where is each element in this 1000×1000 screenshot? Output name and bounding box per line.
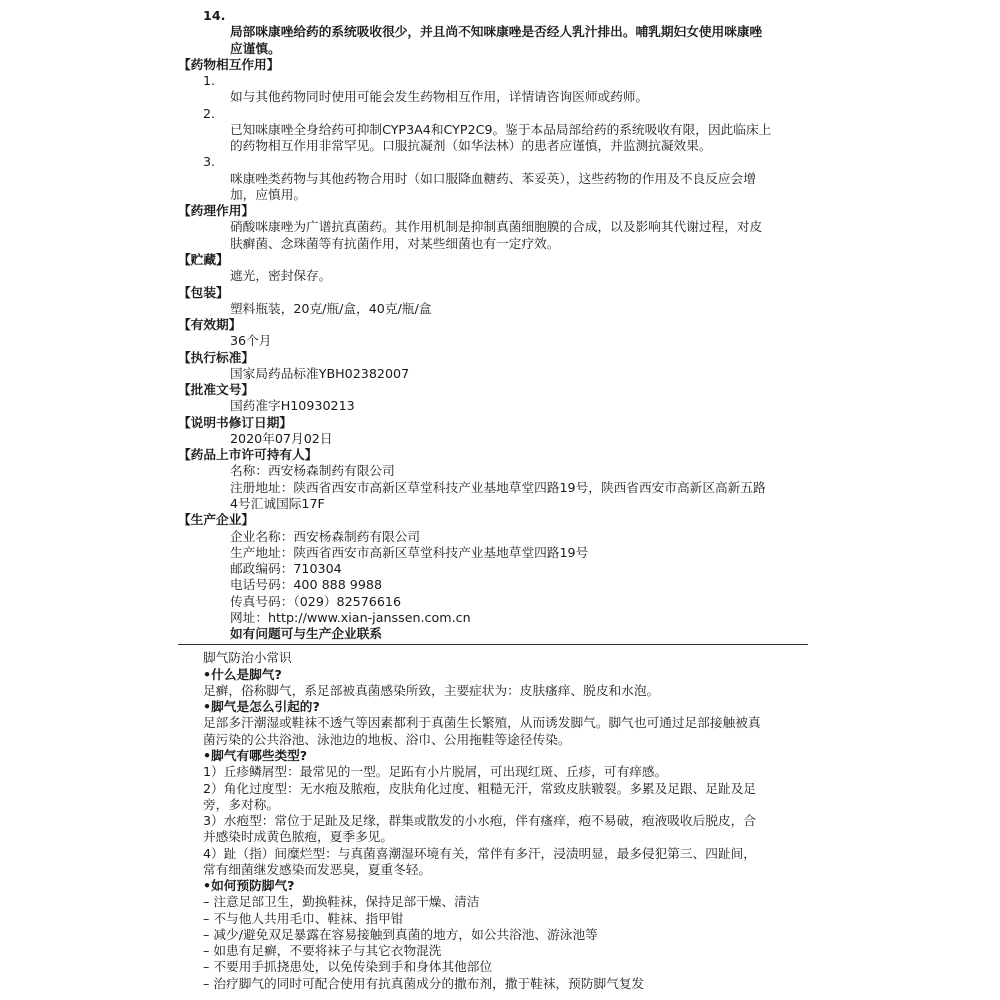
interaction-1-text: 如与其他药物同时使用可能会发生药物相互作用，详情请咨询医师或药师。 [230, 89, 649, 105]
interaction-2-text-line-2: 的药物相互作用非常罕见。口服抗凝剂（如华法林）的患者应谨慎，并监测抗凝效果。 [230, 138, 712, 154]
prevention-item-6: – 治疗脚气的同时可配合使用有抗真菌成分的撒布剂，撒于鞋袜，预防脚气复发 [203, 975, 645, 991]
item-14-text-line-2: 应谨慎。 [230, 40, 281, 56]
interaction-3-text-line-2: 加，应慎用。 [230, 186, 307, 202]
interactions-heading: 【药物相互作用】 [178, 56, 280, 72]
storage-text: 遮光，密封保存。 [230, 268, 332, 284]
interaction-3-number: 3. [203, 154, 216, 170]
prevention-item-4: – 如患有足癣，不要将袜子与其它衣物混洗 [203, 943, 442, 959]
tips-question-4: •如何预防脚气? [203, 878, 295, 894]
interaction-2-number: 2. [203, 105, 216, 121]
prevention-item-2: – 不与他人共用毛巾、鞋袜、指甲钳 [203, 910, 404, 926]
manufacturer-heading: 【生产企业】 [178, 512, 255, 528]
tips-answer-2-line-2: 菌污染的公共浴池、泳池边的地板、浴巾、公用拖鞋等途径传染。 [203, 731, 571, 747]
manufacturer-phone: 电话号码：400 888 9988 [230, 577, 383, 593]
holder-address-line-1: 注册地址：陕西省西安市高新区草堂科技产业基地草堂四路19号，陕西省西安市高新区高新五路 [230, 479, 766, 495]
holder-heading: 【药品上市许可持有人】 [178, 447, 318, 463]
tips-question-1: •什么是脚气? [203, 666, 282, 682]
validity-text: 36个月 [230, 333, 272, 349]
type-2-line-2: 旁，多对称。 [203, 796, 280, 812]
manufacturer-website: 网址：http://www.xian-janssen.com.cn [230, 609, 471, 625]
item-14-number: 14. [203, 8, 226, 23]
manufacturer-postcode: 邮政编码：710304 [230, 561, 342, 577]
type-1-line-1: 1）丘疹鳞屑型：最常见的一型。足跖有小片脱屑，可出现红斑、丘疹，可有痒感。 [203, 764, 668, 780]
validity-heading: 【有效期】 [178, 317, 242, 333]
prevention-item-5: – 不要用手抓挠患处，以免传染到手和身体其他部位 [203, 959, 493, 975]
approval-text: 国药准字H10930213 [230, 398, 355, 414]
packaging-heading: 【包装】 [178, 284, 229, 300]
section-divider [178, 644, 808, 645]
manufacturer-fax: 传真号码：（029）82576616 [230, 593, 402, 609]
interaction-1-number: 1. [203, 73, 216, 89]
item-14-text-line-1: 局部咪康唑给药的系统吸收很少，并且尚不知咪康唑是否经人乳汁排出。哺乳期妇女使用咪康唑 [230, 24, 763, 40]
pharmacology-text-line-2: 肤癣菌、念珠菌等有抗菌作用，对某些细菌也有一定疗效。 [230, 235, 560, 251]
holder-address-line-2: 4号汇诚国际17F [230, 496, 325, 511]
manufacturer-address: 生产地址：陕西省西安市高新区草堂科技产业基地草堂四路19号 [230, 544, 589, 560]
holder-name: 名称：西安杨森制药有限公司 [230, 463, 395, 479]
pharmacology-text-line-1: 硝酸咪康唑为广谱抗真菌药。其作用机制是抑制真菌细胞膜的合成，以及影响其代谢过程，对皮 [230, 219, 763, 235]
tips-title: 脚气防治小常识 [203, 650, 292, 666]
tips-answer-1: 足癣，俗称脚气，系足部被真菌感染所致，主要症状为：皮肤瘙痒、脱皮和水泡。 [203, 682, 660, 698]
tips-question-2: •脚气是怎么引起的? [203, 699, 320, 715]
packaging-text: 塑料瓶装，20克/瓶/盒，40克/瓶/盒 [230, 300, 432, 316]
type-3-line-1: 3）水疱型：常位于足趾及足缘，群集或散发的小水疱，伴有瘙痒，疱不易破，疱液吸收后脱皮，合 [203, 813, 756, 829]
standard-text: 国家局药品标准YBH02382007 [230, 365, 410, 381]
prevention-item-1: – 注意足部卫生，勤换鞋袜，保持足部干燥、清洁 [203, 894, 480, 910]
tips-question-3: •脚气有哪些类型? [203, 748, 308, 763]
pharmacology-heading: 【药理作用】 [178, 203, 255, 219]
approval-heading: 【批准文号】 [178, 382, 255, 398]
revision-date: 2020年07月02日 [230, 430, 333, 446]
interaction-3-text-line-1: 咪康唑类药物与其他药物合用时（如口服降血糖药、苯妥英），这些药物的作用及不良反应会增 [230, 170, 756, 186]
standard-heading: 【执行标准】 [178, 349, 255, 365]
manufacturer-company: 企业名称：西安杨森制药有限公司 [230, 528, 421, 544]
revision-heading: 【说明书修订日期】 [178, 414, 293, 430]
manufacturer-contact-note: 如有问题可与生产企业联系 [230, 626, 383, 642]
type-2-line-1: 2）角化过度型：无水疱及脓疱，皮肤角化过度、粗糙无汗，常致皮肤皲裂。多累及足跟、足趾及足 [203, 780, 756, 796]
interaction-2-text-line-1: 已知咪康唑全身给药可抑制CYP3A4和CYP2C9。鉴于本品局部给药的系统吸收有限，因此临床上 [230, 121, 772, 137]
type-3-line-2: 并感染时成黄色脓疱，夏季多见。 [203, 829, 394, 845]
type-4-line-2: 常有细菌继发感染而发恶臭，夏重冬轻。 [203, 861, 432, 877]
tips-answer-2-line-1: 足部多汗潮湿或鞋袜不透气等因素都利于真菌生长繁殖，从而诱发脚气。脚气也可通过足部接触被真 [203, 715, 761, 731]
prevention-item-3: – 减少/避免双足暴露在容易接触到真菌的地方，如公共浴池、游泳池等 [203, 926, 598, 942]
storage-heading: 【贮藏】 [178, 252, 229, 267]
type-4-line-1: 4）趾（指）间糜烂型：与真菌喜潮湿环境有关，常伴有多汗，浸渍明显，最多侵犯第三、四趾间， [203, 845, 756, 861]
